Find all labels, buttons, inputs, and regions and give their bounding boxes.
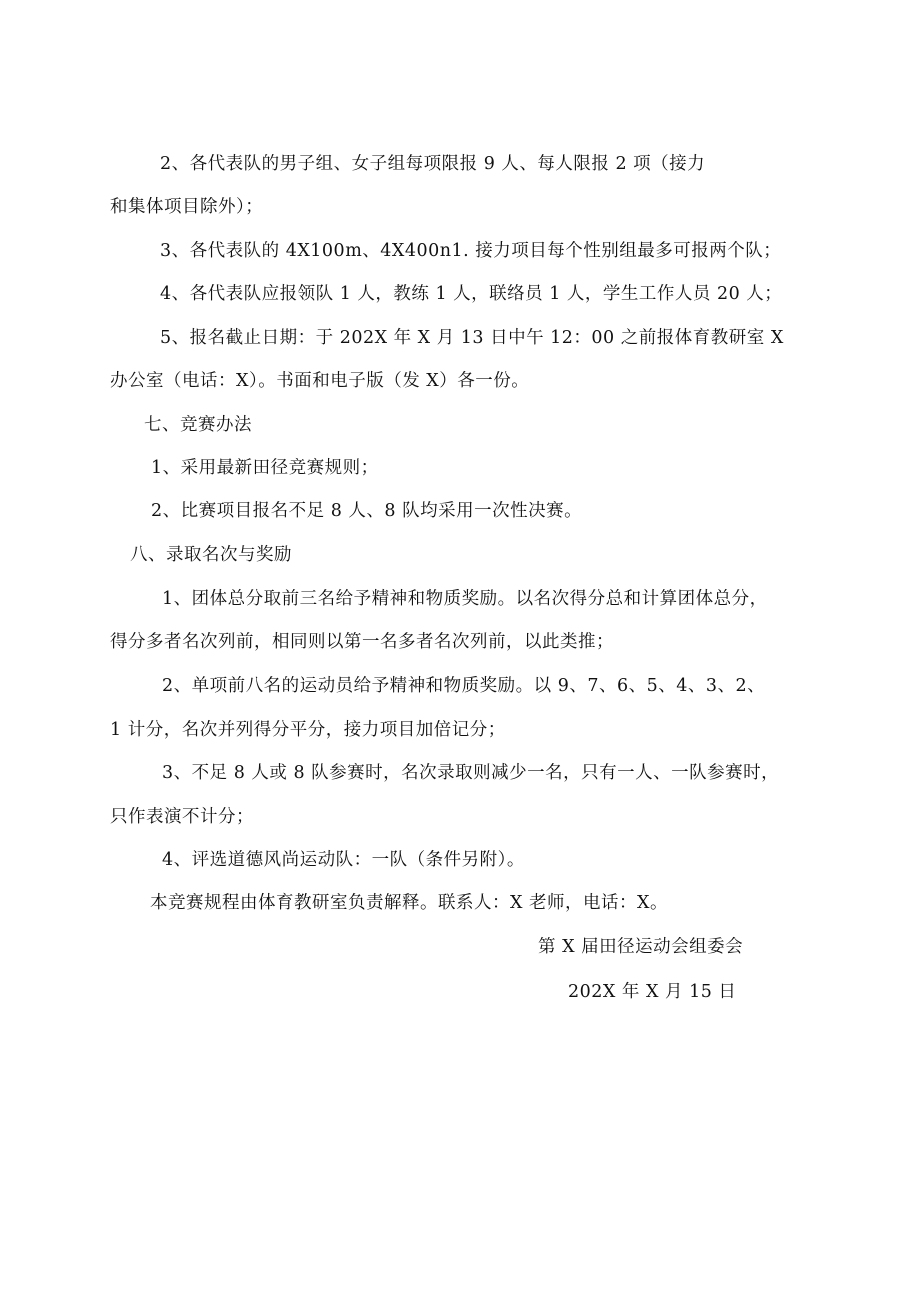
paragraph-line: 本竞赛规程由体育教研室负责解释。联系人：X 老师，电话：X。 xyxy=(150,893,668,913)
paragraph-line: 3、各代表队的 4X100m、4X400n1. 接力项目每个性别组最多可报两个队； xyxy=(160,241,782,261)
paragraph-line: 5、报名截止日期：于 202X 年 X 月 13 日中午 12：00 之前报体育教研室 X xyxy=(160,328,784,348)
paragraph-line: 办公室（电话：X）。书面和电子版（发 X）各一份。 xyxy=(110,371,530,391)
paragraph-line: 2、单项前八名的运动员给予精神和物质奖励。以 9、7、6、5、4、3、2、 xyxy=(162,676,766,696)
paragraph-line: 4、各代表队应报领队 1 人，教练 1 人，联络员 1 人，学生工作人员 20 人； xyxy=(160,284,783,304)
paragraph-line: 2、比赛项目报名不足 8 人、8 队均采用一次性决赛。 xyxy=(151,501,583,521)
paragraph-line: 1、团体总分取前三名给予精神和物质奖励。以名次得分总和计算团体总分， xyxy=(162,589,768,609)
section-heading: 七、竞赛办法 xyxy=(144,415,252,435)
signature-date: 202X 年 X 月 15 日 xyxy=(568,982,737,1002)
paragraph-line: 3、不足 8 人或 8 队参赛时，名次录取则减少一名，只有一人、一队参赛时， xyxy=(162,763,780,783)
section-heading: 八、录取名次与奖励 xyxy=(130,545,292,565)
paragraph-line: 4、评选道德风尚运动队：一队（条件另附）。 xyxy=(162,850,525,870)
paragraph-line: 和集体项目除外）； xyxy=(110,197,264,217)
paragraph-line: 2、各代表队的男子组、女子组每项限报 9 人、每人限报 2 项（接力 xyxy=(160,154,706,174)
signature-organizer: 第 X 届田径运动会组委会 xyxy=(538,937,744,957)
paragraph-line: 1 计分，名次并列得分平分，接力项目加倍记分； xyxy=(110,720,506,740)
paragraph-line: 得分多者名次列前，相同则以第一名多者名次列前，以此类推； xyxy=(110,632,614,652)
paragraph-line: 1、采用最新田径竞赛规则； xyxy=(151,458,379,478)
paragraph-line: 只作表演不计分； xyxy=(110,807,254,827)
